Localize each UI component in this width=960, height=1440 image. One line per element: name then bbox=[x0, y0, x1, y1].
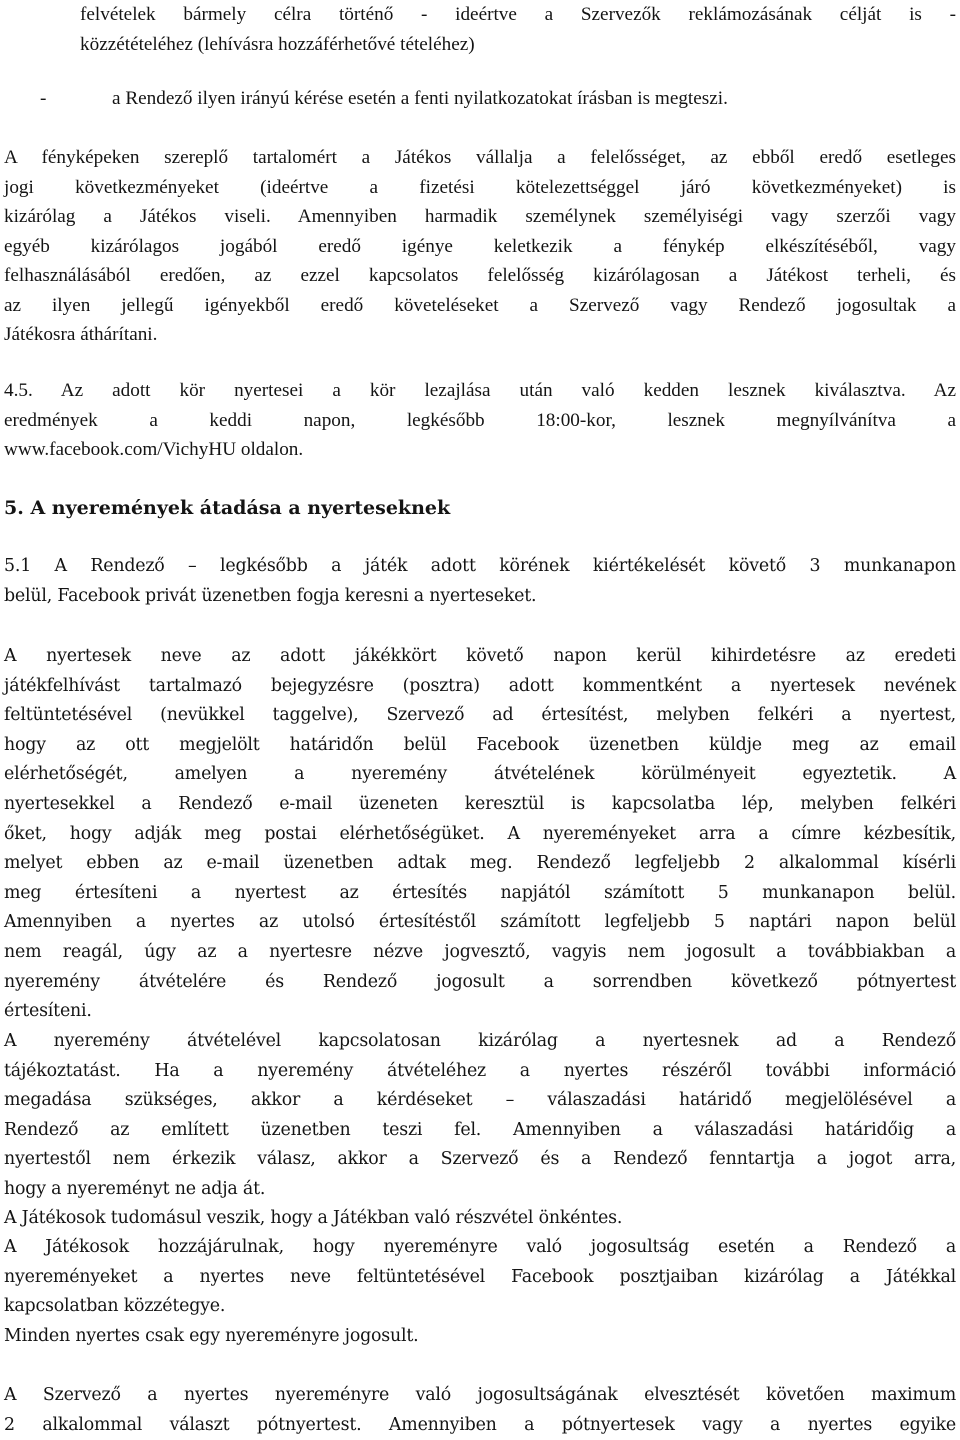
text-line: Játékosra áthárítani. bbox=[4, 324, 158, 345]
text-line: meg értesíteni a nyertest az értesítés napjától számított 5 munkanapon belül. bbox=[4, 882, 956, 903]
text-line: elérhetőségét, amelyen a nyeremény átvételének körülményeit egyeztetik. A bbox=[4, 764, 956, 785]
text-line: értesíteni. bbox=[4, 1001, 92, 1022]
text-line: jogi következményeket (ideértve a fizetési kötelezettséggel járó következményeket) is bbox=[4, 176, 956, 198]
text-line: közzétételéhez (lehívásra hozzáférhetővé tételéhez) bbox=[80, 33, 475, 55]
text-line: Amennyiben a nyertes az utolsó értesítéstől számított legfeljebb 5 naptári napon belül bbox=[4, 912, 956, 933]
info-paragraph bbox=[4, 1027, 956, 1205]
bullet-item bbox=[40, 84, 940, 114]
text-line: A Szervező a nyertes nyereményre való jogosultságának elvesztését követően maximum bbox=[4, 1385, 956, 1405]
winners-paragraph bbox=[4, 642, 956, 1027]
text-line: nem reagál, úgy az a nyertesre nézve jogvesztő, vagyis nem jogosult a továbbiakban a bbox=[4, 941, 956, 962]
text-line: 2 alkalommal választ pótnyertest. Amennyiben a pótnyertesek vagy a nyertes egyike bbox=[4, 1414, 956, 1435]
text-line: felvételek bármely célra történő - ideértve a Szervezők reklámozásának célját is - bbox=[80, 4, 956, 25]
text-line: kapcsolatban közzétegye. bbox=[4, 1296, 226, 1317]
text-line: A fényképeken szereplő tartalomért a Játékos vállalja a felelősséget, az ebből eredő esetleges bbox=[4, 147, 956, 168]
text-line: A Játékosok hozzájárulnak, hogy nyereményre való jogosultság esetén a Rendező a bbox=[4, 1237, 956, 1257]
text-line: hogy az ott megjelölt határidőn belül Facebook üzenetben küldje meg az email bbox=[4, 734, 956, 755]
text-line: felhasználásából eredően, az ezzel kapcsolatos felelősség kizárólagosan a Játékost terheli, és bbox=[4, 265, 956, 286]
text-line: őket, hogy adják meg postai elérhetőségüket. A nyereményeket arra a címre kézbesítik, bbox=[4, 823, 956, 844]
bullet-text: a Rendező ilyen irányú kérése esetén a fenti nyilatkozatokat írásban is megteszi. bbox=[112, 88, 728, 109]
text-line: www.facebook.com/VichyHU oldalon. bbox=[4, 439, 304, 460]
text-line: A Játékosok tudomásul veszik, hogy a Játékban való részvétel önkéntes. bbox=[4, 1208, 623, 1228]
text-line: játékfelhívást tartalmazó bejegyzésre (posztra) adott kommentként a nyertesek nevének bbox=[4, 675, 956, 696]
text-line: eredmények a keddi napon, legkésőbb 18:00-kor, lesznek megnyílvánítva a bbox=[4, 409, 956, 431]
text-line: nyertesekkel a Rendező e-mail üzeneten keresztül is kapcsolatba lép, melyben felkéri bbox=[4, 793, 956, 814]
text-line: feltüntetésével (nevükkel taggelve), Szervező ad értesítést, melyben felkéri a nyertest, bbox=[4, 705, 956, 726]
text-line: belül, Facebook privát üzenetben fogja keresni a nyerteseket. bbox=[4, 585, 537, 606]
text-line: 4.5. Az adott kör nyertesei a kör lezajlása után való kedden lesznek kiválasztva. Az bbox=[4, 380, 956, 401]
text-line: Rendező az említett üzenetben teszi fel. Amennyiben a válaszadási határidőig a bbox=[4, 1119, 956, 1140]
text-line: nyereményeket a nyertes neve feltüntetésével Facebook posztjaiban kizárólag a Játékkal bbox=[4, 1266, 956, 1287]
text-line: megadása szükséges, akkor a kérdéseket – válaszadási határidő megjelölésével a bbox=[4, 1090, 956, 1111]
text-line: melyet ebben az e-mail üzenetben adtak meg. Rendező legfeljebb 2 alkalommal kísérli bbox=[4, 853, 956, 874]
text-line: A nyertesek neve az adott jákékkört követő napon kerül kihirdetésre az eredeti bbox=[4, 646, 956, 666]
intro-paragraph bbox=[80, 0, 956, 59]
one-prize-paragraph bbox=[4, 1322, 956, 1352]
text-line: nyeremény átvételére és Rendező jogosult a sorrendben következő pótnyertest bbox=[4, 971, 956, 992]
liability-paragraph bbox=[4, 143, 956, 350]
final-paragraph bbox=[4, 1381, 956, 1440]
bullet-dash: - bbox=[40, 88, 47, 109]
voluntary-paragraph bbox=[4, 1204, 956, 1234]
text-line: nyertestől nem érkezik válasz, akkor a Szervező és a Rendező fenntartja a jogot arra, bbox=[4, 1149, 956, 1170]
text-line: hogy a nyereményt ne adja át. bbox=[4, 1178, 266, 1199]
section-4-5-paragraph bbox=[4, 376, 956, 465]
section-5-1-paragraph bbox=[4, 552, 956, 611]
text-line: kizárólag a Játékos viseli. Amennyiben harmadik személynek személyiségi vagy szerzői vagy bbox=[4, 206, 956, 227]
text-line: A nyeremény átvételével kapcsolatosan kizárólag a nyertesnek ad a Rendező bbox=[4, 1031, 956, 1051]
text-line: 5.1 A Rendező – legkésőbb a játék adott körének kiértékelését követő 3 munkanapon bbox=[4, 556, 956, 576]
text-line: az ilyen jellegű igényekből eredő követeléseket a Szervező vagy Rendező jogosultak a bbox=[4, 294, 956, 316]
section-heading: 5. A nyeremények átadása a nyerteseknek bbox=[4, 497, 451, 519]
consent-paragraph bbox=[4, 1233, 956, 1322]
text-line: egyéb kizárólagos jogából eredő igénye keletkezik a fénykép elkészítéséből, vagy bbox=[4, 235, 956, 257]
text-line: Minden nyertes csak egy nyereményre jogosult. bbox=[4, 1326, 419, 1346]
text-line: tájékoztatást. Ha a nyeremény átvételéhez a nyertes részéről további információ bbox=[4, 1060, 956, 1081]
